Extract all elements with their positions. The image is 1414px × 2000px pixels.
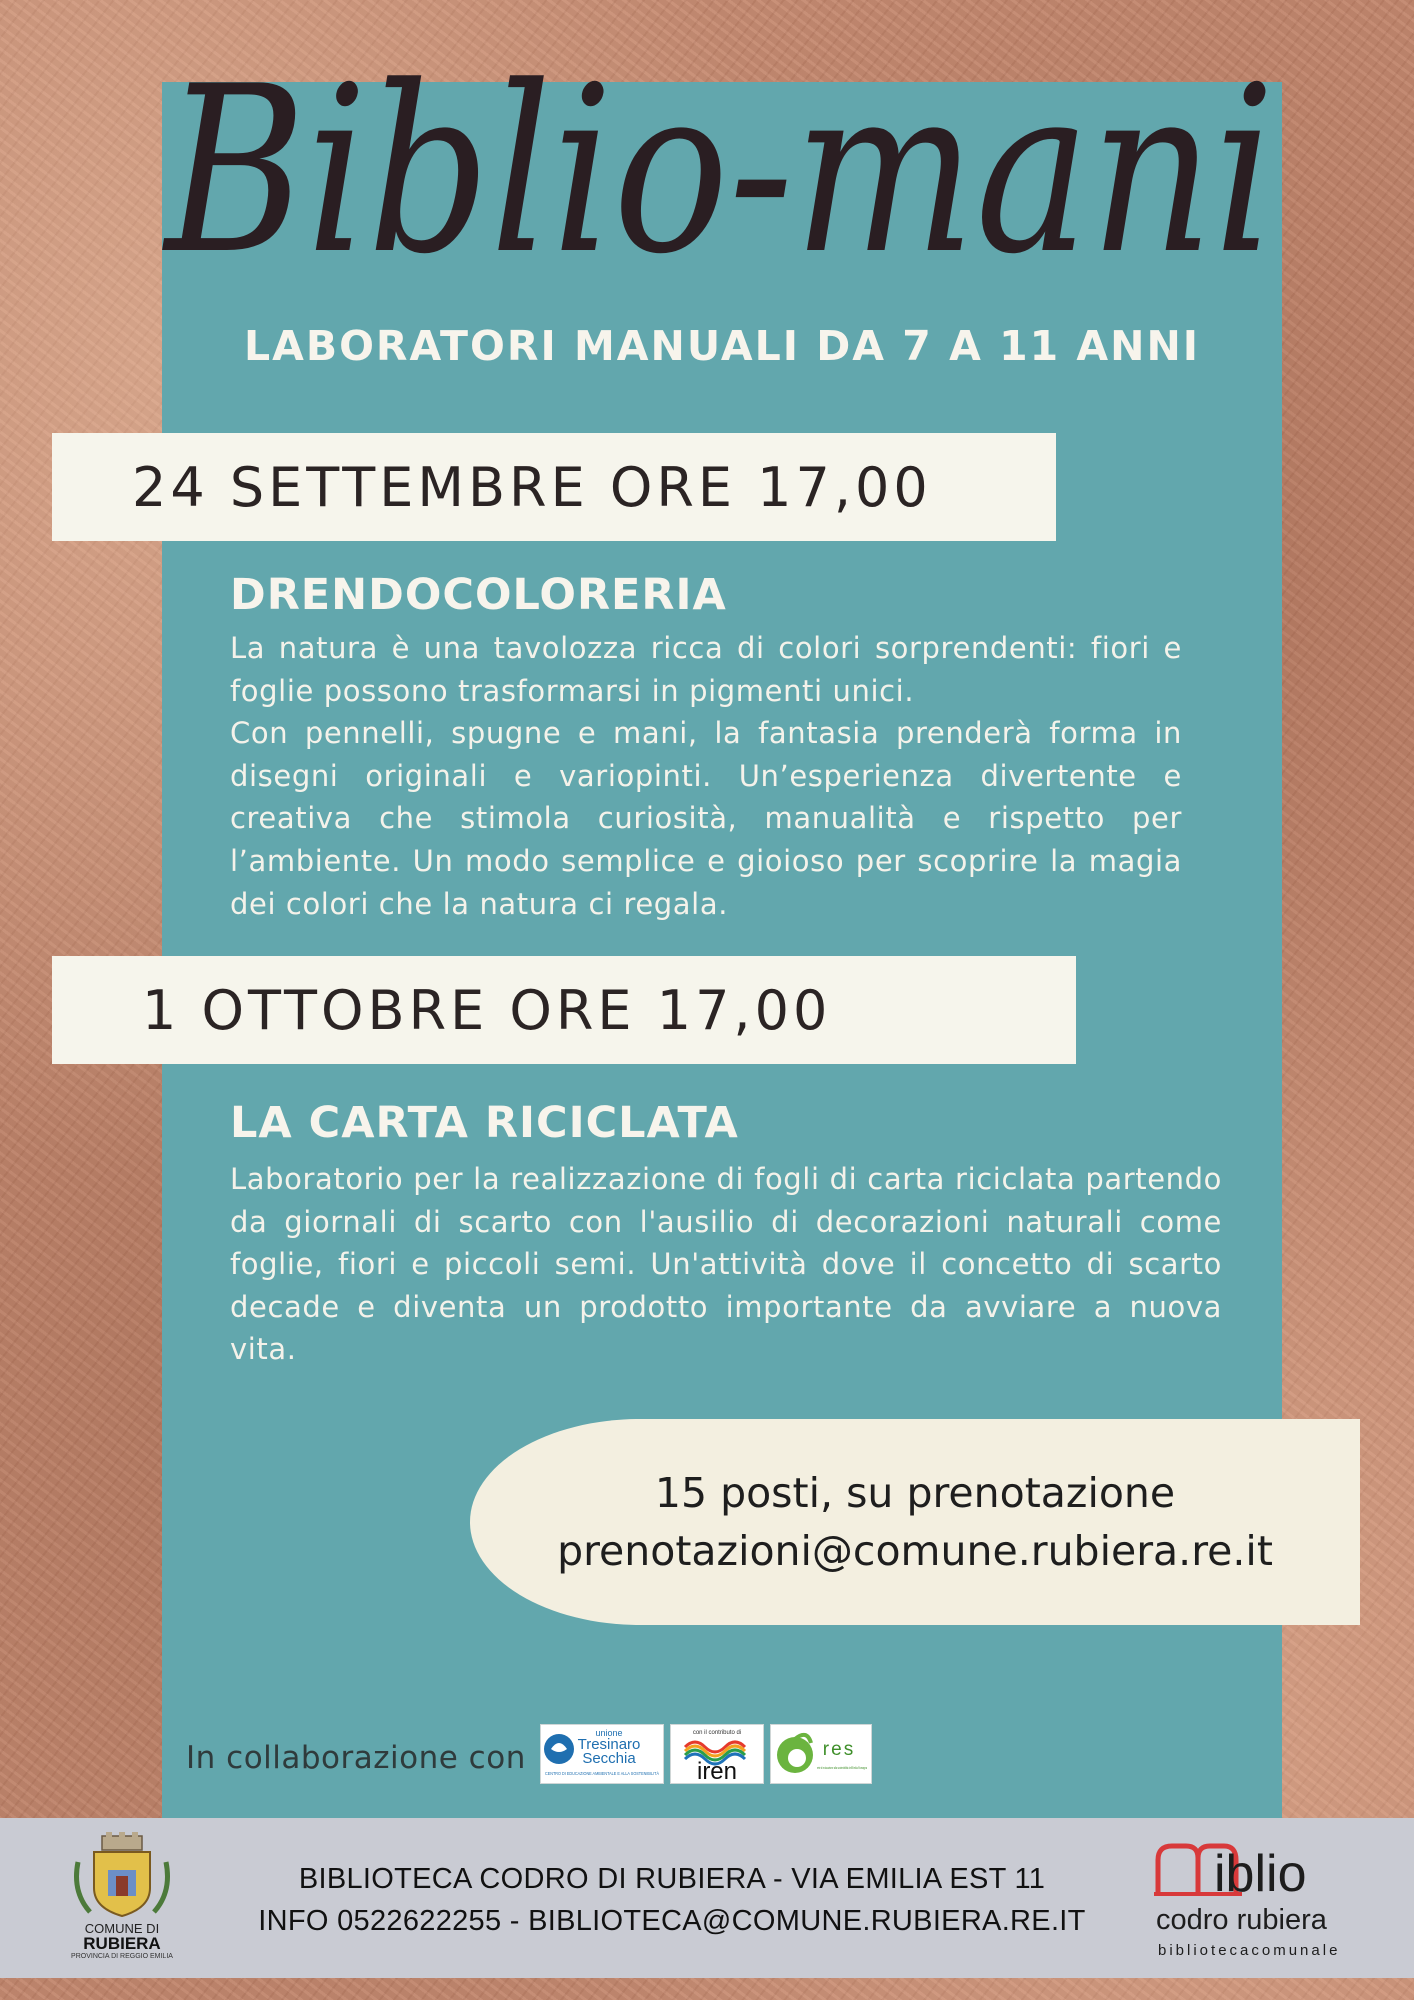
- description-paragraph: Con pennelli, spugne e mani, la fantasia prenderà forma in disegni originali e variopinti. Un’esperienza divertente e creativa che stimola curiosità, manualità e rispetto per l’ambiente. Un modo semplice e gioioso per scoprire la magia dei colori che la natura ci regala.: [230, 716, 1182, 921]
- miblio-word: iblio: [1214, 1845, 1307, 1903]
- description-paragraph: La natura è una tavolozza ricca di colori sorprendenti: fiori e foglie possono trasformarsi in pigmenti unici.: [230, 631, 1182, 708]
- subtitle: LABORATORI MANUALI DA 7 A 11 ANNI: [243, 322, 1201, 370]
- partner-text: unione: [595, 1728, 623, 1738]
- event-description: [230, 1158, 1222, 1371]
- footer-contact: INFO 0522622255 - BIBLIOTECA@COMUNE.RUBIERA.RE.IT: [258, 1905, 1086, 1937]
- booking-email-link[interactable]: prenotazioni@comune.rubiera.re.it: [557, 1527, 1273, 1575]
- partner-text: Tresinaro: [577, 1736, 641, 1753]
- iren-logo: [670, 1724, 764, 1784]
- partner-text: con il contributo di: [692, 1730, 742, 1736]
- event-title: DRENDOCOLORERIA: [230, 570, 727, 620]
- comune-label: COMUNE DI: [84, 1921, 160, 1936]
- partner-text: rete di educazione alla sostenibilità dell'Emilia-Romagna: [817, 1765, 868, 1770]
- comune-name: RUBIERA: [83, 1934, 161, 1953]
- footer-info: [212, 1858, 1132, 1942]
- event-date: 1 OTTOBRE ORE 17,00: [142, 978, 832, 1042]
- partner-text: iren: [696, 1758, 738, 1785]
- miblio-subtitle: codro rubiera: [1156, 1904, 1327, 1936]
- collaboration-label: In collaborazione con: [186, 1740, 526, 1776]
- miblio-tagline: bibliotecacomunale: [1158, 1942, 1341, 1959]
- title-text: Biblio-mani: [161, 38, 1275, 305]
- partner-text: res: [822, 1739, 856, 1760]
- tresinaro-secchia-logo: [540, 1724, 664, 1784]
- booking-callout: [470, 1419, 1360, 1625]
- partner-text: CENTRO DI EDUCAZIONE AMBIENTALE E ALLA SOSTENIBILITÀ: [545, 1771, 660, 1776]
- res-logo: [770, 1724, 872, 1784]
- event-title: LA CARTA RICICLATA: [230, 1098, 739, 1148]
- comune-province: PROVINCIA DI REGGIO EMILIA: [71, 1953, 173, 1960]
- partner-text: Secchia: [582, 1750, 636, 1767]
- footer-address: BIBLIOTECA CODRO DI RUBIERA - VIA EMILIA EST 11: [298, 1863, 1046, 1895]
- event-date: 24 SETTEMBRE ORE 17,00: [132, 455, 932, 519]
- date-band-2: [52, 956, 1076, 1064]
- date-band-1: [52, 433, 1056, 541]
- booking-places: 15 posti, su prenotazione: [654, 1469, 1176, 1517]
- event-description: [230, 627, 1182, 925]
- description-paragraph: Laboratorio per la realizzazione di fogli di carta riciclata partendo da giornali di scarto con l'ausilio di decorazioni naturali come foglie, fiori e piccoli semi. Un'attività dove il concetto di scarto decade e diventa un prodotto importante da avviare a nuova vita.: [230, 1162, 1222, 1367]
- script-title: [150, 0, 1290, 330]
